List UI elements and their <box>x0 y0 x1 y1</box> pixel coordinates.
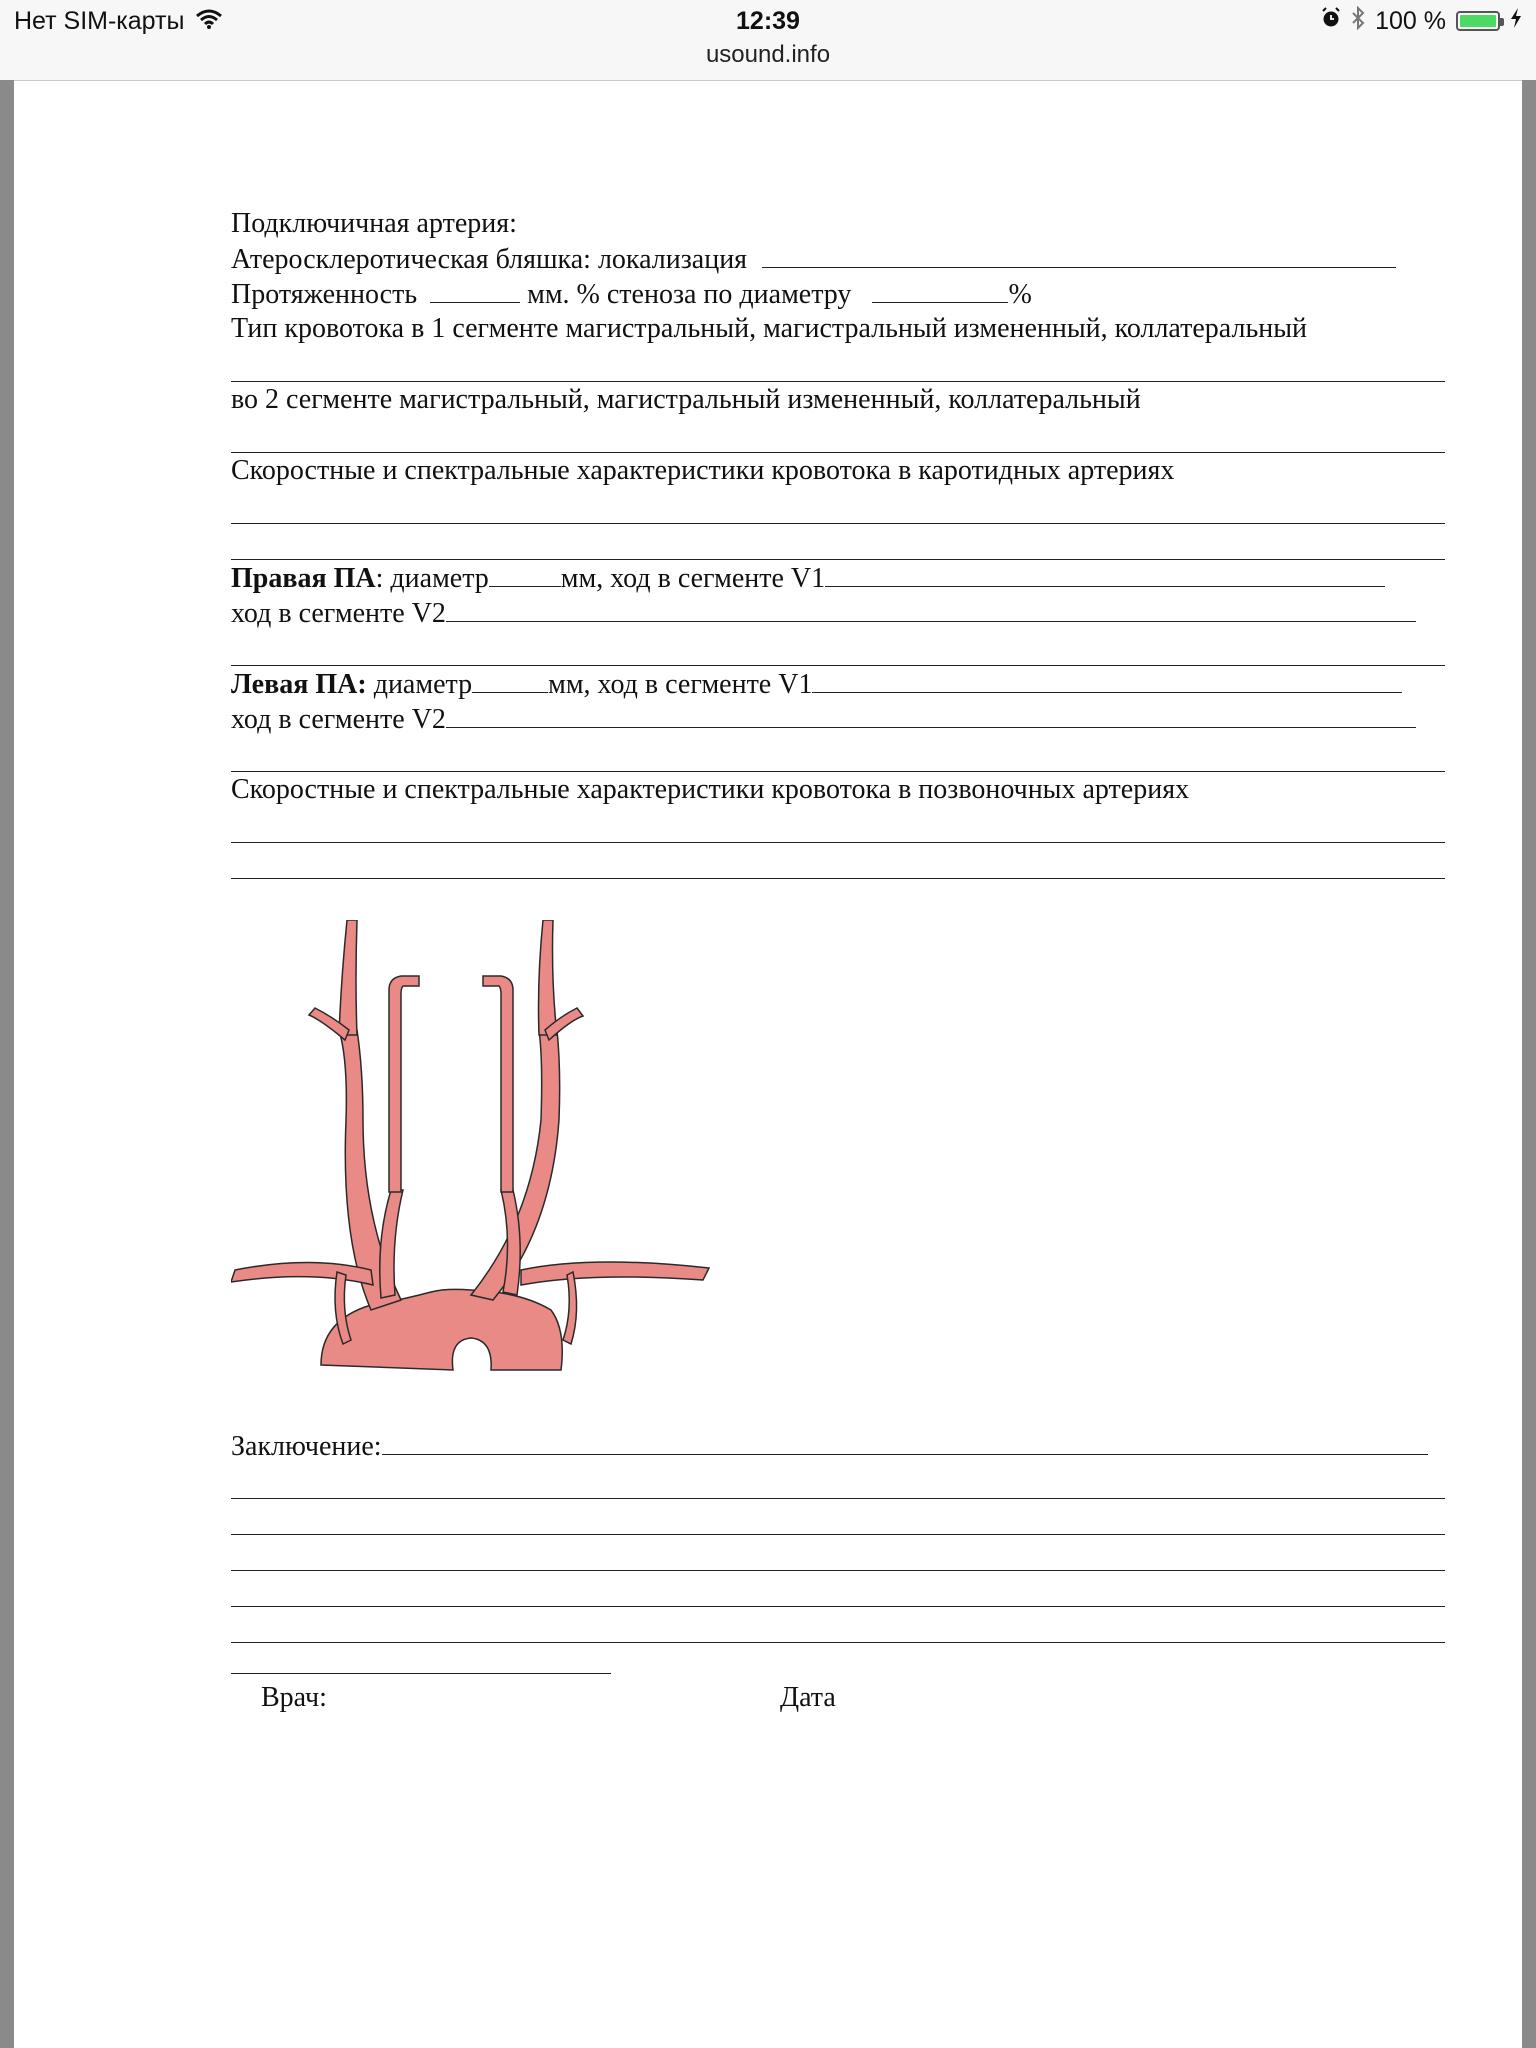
vertebral-speed-blank-1 <box>231 807 1445 843</box>
viewport-left-gutter <box>0 80 14 2048</box>
aortic-arch-artery-diagram <box>231 920 711 1420</box>
conclusion-blank-1 <box>231 1463 1445 1499</box>
left-subclavian <box>521 1262 709 1285</box>
conclusion-blank-inline <box>382 1428 1428 1455</box>
conclusion-blank-3 <box>231 1535 1445 1571</box>
exam-form-document <box>231 206 1445 879</box>
left-internal-thoracic <box>563 1272 577 1344</box>
length-unit-text: мм. % стеноза по диаметру <box>527 279 852 310</box>
battery-tip <box>1500 18 1504 26</box>
right-vertebral-upper <box>389 976 419 1192</box>
left-va-diameter-blank <box>472 666 548 693</box>
subclavian-heading: Подключичная артерия: <box>231 208 517 239</box>
right-va-v2-text: ход в сегменте V2 <box>231 598 446 629</box>
viewport-right-gutter <box>1522 80 1536 2048</box>
battery-level-fill <box>1460 15 1496 27</box>
carotid-speed-text: Скоростные и спектральные характеристики кровотока в каротидных артериях <box>231 455 1175 486</box>
right-vertebral <box>380 1190 403 1298</box>
plaque-location-blank <box>762 241 1396 268</box>
right-va-v1-blank <box>825 560 1385 587</box>
status-right <box>1321 6 1522 36</box>
doctor-label: Врач: <box>261 1682 327 1713</box>
left-va-v1-text: мм, ход в сегменте V1 <box>548 669 813 700</box>
left-va-diameter-text: диаметр <box>366 669 473 700</box>
right-va-diameter-text: : диаметр <box>375 563 489 594</box>
percent-sign: % <box>1008 279 1032 310</box>
browser-top-bar <box>0 0 1536 81</box>
battery-icon <box>1456 11 1500 31</box>
flow-seg2-text: во 2 сегменте магистральный, магистральный измененный, коллатеральный <box>231 384 1141 415</box>
date-label: Дата <box>780 1682 836 1713</box>
left-va-row <box>231 666 1445 701</box>
conclusion-blank-5 <box>231 1607 1445 1643</box>
vertebral-speed-text: Скоростные и спектральные характеристики кровотока в позвоночных артериях <box>231 774 1190 805</box>
right-va-label: Правая ПА <box>231 563 376 594</box>
carrier-label: Нет SIM-карты <box>14 6 185 35</box>
stenosis-blank <box>872 276 1008 303</box>
address-bar-url[interactable]: usound.info <box>705 41 831 68</box>
length-blank <box>430 276 520 303</box>
left-va-v2-text: ход в сегменте V2 <box>231 704 446 735</box>
artery-shapes <box>231 920 709 1370</box>
battery-percent: 100 % <box>1375 6 1446 35</box>
left-carotid-upper <box>539 920 558 1035</box>
plaque-label: Атеросклеротическая бляшка: локализация <box>231 244 748 275</box>
bluetooth-icon <box>1351 6 1365 37</box>
right-va-extra-blank <box>231 630 1445 666</box>
signature-blank <box>231 1643 611 1674</box>
length-row <box>231 276 1445 311</box>
flow-seg2-blank <box>231 417 1445 453</box>
left-va-v2-row <box>231 701 1445 736</box>
charging-bolt-icon <box>1510 7 1522 36</box>
right-va-v2-row <box>231 595 1445 630</box>
flow-seg1-blank <box>231 346 1445 382</box>
conclusion-label: Заключение: <box>231 1431 382 1462</box>
right-subclavian <box>231 1263 373 1286</box>
conclusion-blank-2 <box>231 1499 1445 1535</box>
carotid-speed-blank-1 <box>231 488 1445 524</box>
right-carotid-upper <box>339 920 357 1035</box>
right-va-diameter-blank <box>489 560 561 587</box>
carotid-speed-blank-2 <box>231 524 1445 560</box>
conclusion-section <box>231 1428 1445 1714</box>
flow-seg1-text: Тип кровотока в 1 сегменте магистральный, магистральный измененный, коллатеральный <box>231 313 1307 344</box>
length-label: Протяженность <box>231 279 418 310</box>
left-va-v1-blank <box>812 666 1402 693</box>
vertebral-speed-blank-2 <box>231 843 1445 879</box>
left-va-label: Левая ПА: <box>231 669 367 700</box>
left-vertebral-upper <box>483 976 513 1192</box>
signature-row <box>231 1674 1445 1714</box>
right-va-row <box>231 560 1445 595</box>
right-va-v2-blank <box>446 595 1416 622</box>
conclusion-blank-4 <box>231 1571 1445 1607</box>
right-va-v1-text: мм, ход в сегменте V1 <box>560 563 826 594</box>
alarm-icon <box>1321 7 1341 36</box>
status-time: 12:39 <box>736 7 800 35</box>
left-va-v2-blank <box>446 701 1416 728</box>
plaque-row <box>231 241 1445 276</box>
conclusion-row <box>231 1428 1445 1463</box>
left-va-extra-blank <box>231 736 1445 772</box>
aortic-arch <box>321 1289 562 1370</box>
